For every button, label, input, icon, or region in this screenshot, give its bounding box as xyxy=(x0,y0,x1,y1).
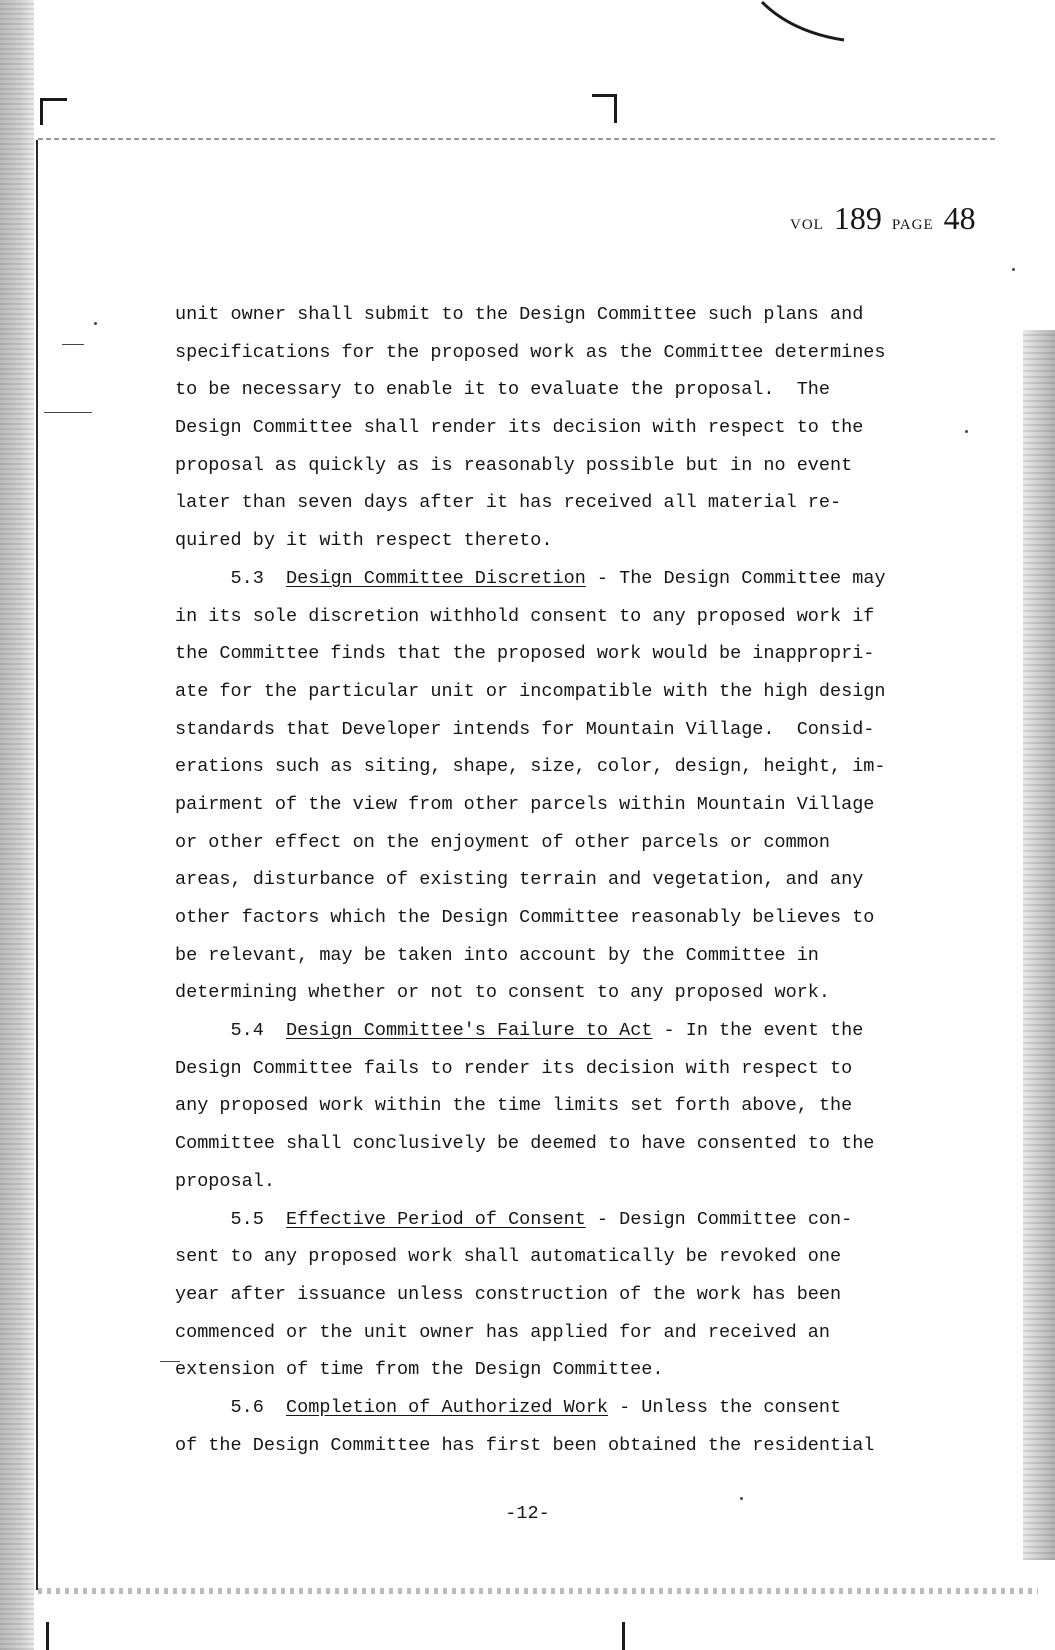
registration-mark-bottom-left xyxy=(46,1622,49,1650)
margin-mark xyxy=(44,412,92,413)
text-line: specifications for the proposed work as the Committee determines xyxy=(175,341,886,363)
text-line: any proposed work within the time limits set forth above, the xyxy=(175,1095,853,1117)
text-line: unit owner shall submit to the Design Committee such plans and xyxy=(175,304,864,325)
text-line: determining whether or not to consent to any proposed work. xyxy=(175,982,831,1004)
vol-label: VOL xyxy=(790,217,824,233)
text-line: be relevant, may be taken into account by the Committee in xyxy=(175,944,819,966)
pen-stroke-mark xyxy=(760,0,850,44)
text-line: in its sole discretion withhold consent to any proposed work if xyxy=(175,605,875,627)
speck xyxy=(965,430,968,433)
section-first-line xyxy=(175,560,935,598)
section-first-line xyxy=(175,1201,935,1239)
page-label: PAGE xyxy=(891,217,934,233)
section-number: 5.6 xyxy=(230,1396,264,1418)
section-lead-text: - In the event the xyxy=(652,1020,864,1042)
text-line: proposal. xyxy=(175,1170,275,1192)
text-line: Committee shall conclusively be deemed to have consented to the xyxy=(175,1133,875,1155)
text-line: other factors which the Design Committee reasonably believes to xyxy=(175,907,875,928)
section-lead-text: - Unless the consent xyxy=(608,1396,842,1418)
section-heading: Effective Period of Consent xyxy=(286,1208,586,1230)
registration-mark-top-left xyxy=(40,98,67,125)
section-number: 5.4 xyxy=(230,1020,264,1042)
text-line: extension of time from the Design Committee. xyxy=(175,1359,664,1381)
page-border-bottom xyxy=(38,1588,1038,1594)
text-line: proposal as quickly as is reasonably possible but in no event xyxy=(175,454,853,476)
volume-page-reference xyxy=(790,200,976,240)
section-heading: Design Committee's Failure to Act xyxy=(286,1020,653,1042)
text-line: sent to any proposed work shall automatically be revoked one xyxy=(175,1246,842,1268)
scan-edge-right xyxy=(1023,330,1055,1560)
text-line: commenced or the unit owner has applied for and received an xyxy=(175,1321,831,1343)
section-first-line xyxy=(175,1012,935,1050)
section-first-line xyxy=(175,1389,935,1427)
section-heading: Completion of Authorized Work xyxy=(286,1396,608,1418)
registration-mark-bottom-center xyxy=(622,1622,625,1650)
page-border-top xyxy=(38,138,998,140)
text-line: erations such as siting, shape, size, color, design, height, im- xyxy=(175,756,886,778)
page-border-left xyxy=(36,140,38,1590)
text-line: Design Committee fails to render its decision with respect to xyxy=(175,1057,853,1079)
section-lead-text: - Design Committee con- xyxy=(585,1208,853,1230)
text-line: or other effect on the enjoyment of other parcels or common xyxy=(175,831,831,853)
text-line: Design Committee shall render its decision with respect to the xyxy=(175,417,864,439)
document-body xyxy=(175,296,935,1464)
text-line: later than seven days after it has received all material re- xyxy=(175,492,842,514)
text-line: pairment of the view from other parcels within Mountain Village xyxy=(175,793,875,815)
text-line: ate for the particular unit or incompatible with the high design xyxy=(175,680,886,702)
text-line: year after issuance unless construction of the work has been xyxy=(175,1283,842,1305)
text-line: standards that Developer intends for Mountain Village. Consid- xyxy=(175,718,875,740)
text-line: to be necessary to enable it to evaluate the proposal. The xyxy=(175,379,831,401)
speck xyxy=(1012,268,1015,271)
margin-mark xyxy=(62,344,84,345)
section-number: 5.5 xyxy=(230,1208,264,1230)
vol-number: 189 xyxy=(833,200,882,236)
speck xyxy=(94,322,97,325)
book-page-number: 48 xyxy=(943,200,976,236)
text-line: of the Design Committee has first been obtained the residential xyxy=(175,1434,875,1456)
section-heading: Design Committee Discretion xyxy=(286,567,586,589)
registration-mark-top-center xyxy=(592,94,617,123)
page-footer-number: -12- xyxy=(505,1503,550,1524)
section-number: 5.3 xyxy=(230,567,264,589)
text-line: the Committee finds that the proposed work would be inappropri- xyxy=(175,643,875,665)
speck xyxy=(740,1497,743,1500)
text-line: areas, disturbance of existing terrain and vegetation, and any xyxy=(175,869,864,891)
text-line: quired by it with respect thereto. xyxy=(175,530,553,552)
section-lead-text: - The Design Committee may xyxy=(585,567,886,589)
scan-edge-left xyxy=(0,0,34,1650)
